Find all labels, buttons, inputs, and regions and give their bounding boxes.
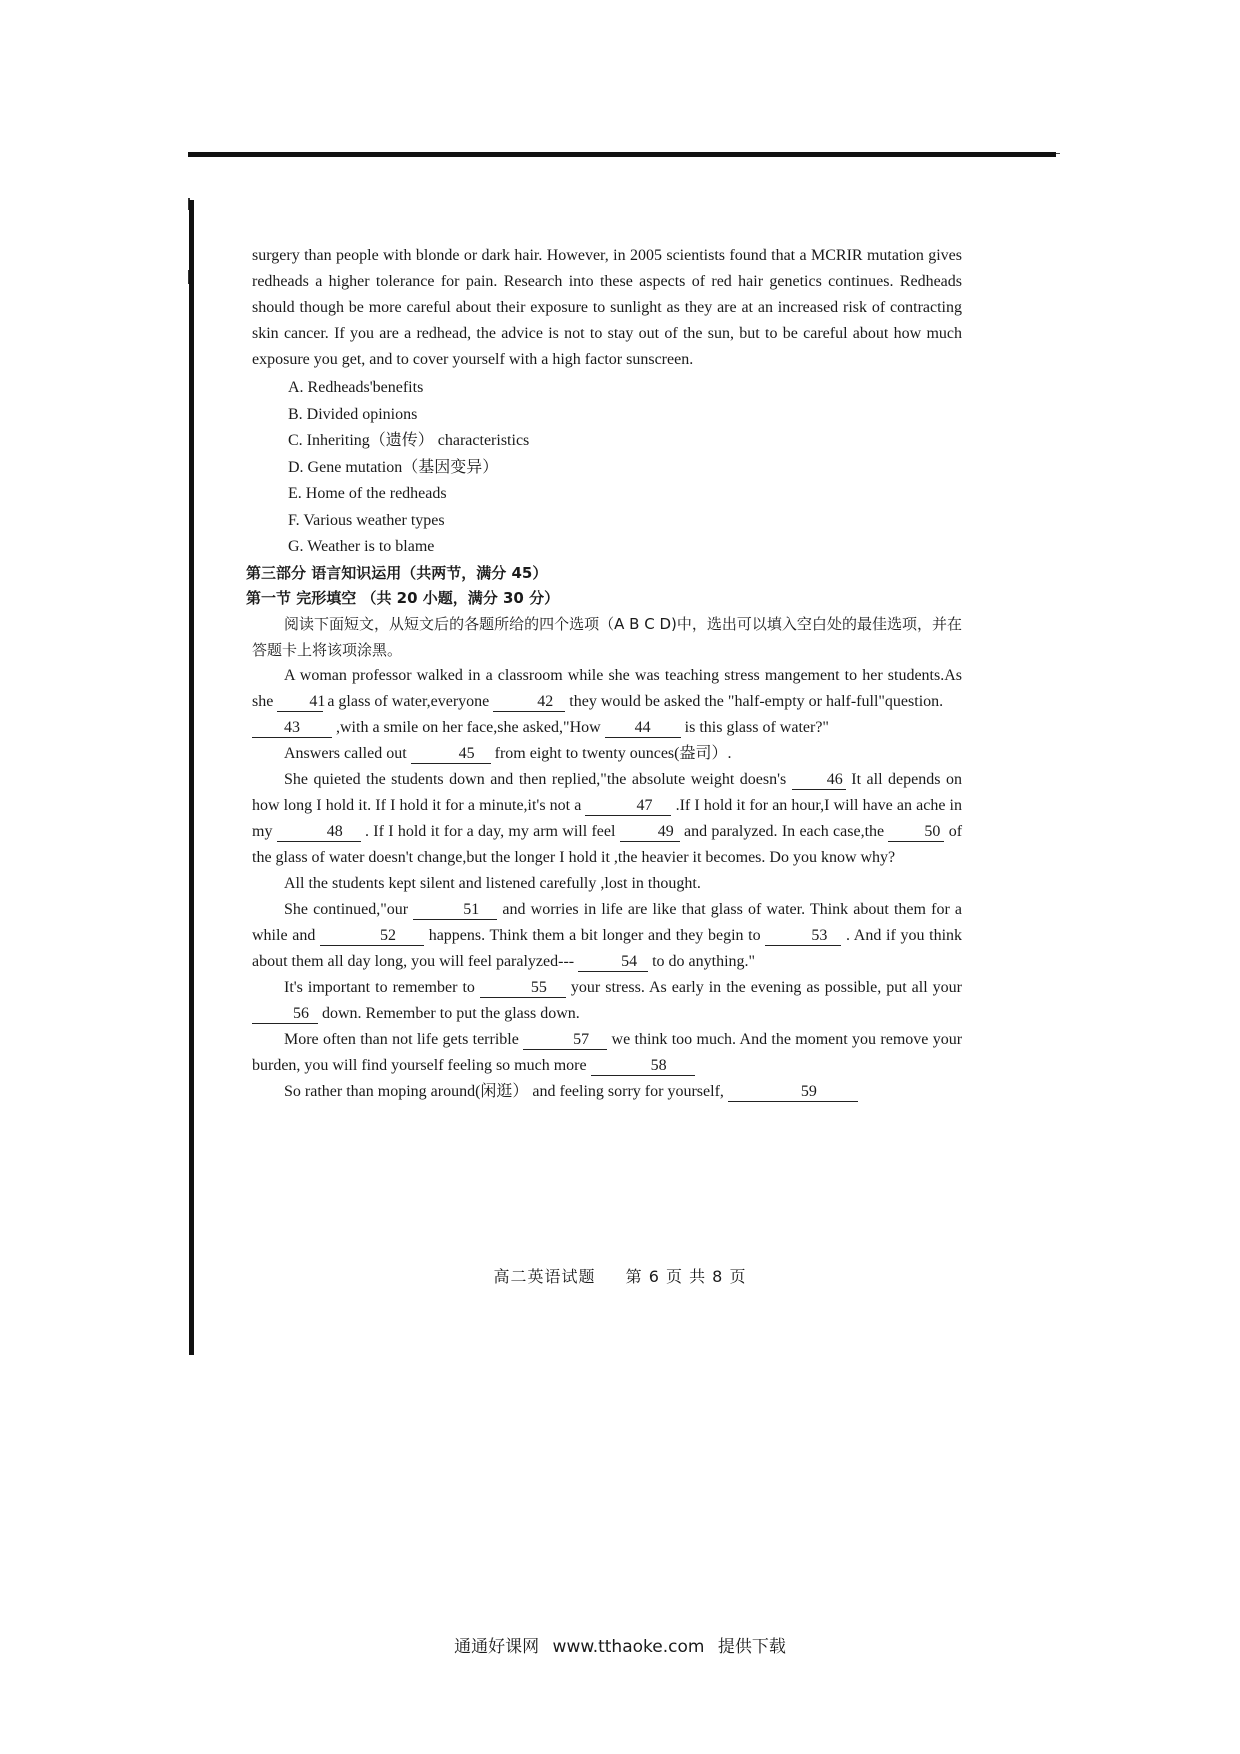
watermark: [0, 1632, 1240, 1657]
page-footer: [0, 1264, 1240, 1287]
cloze-paragraph: She quieted the students down and then replied,"the absolute weight doesn's 46 It all depends on how long I hold it. If I hold it for a minute,it's not a 47 .If I hold it for an hour,I will have an ache in my 48 . If I hold it for a day, my arm will feel 49 and paralyzed. In each case,the 50 of the glass of water doesn't change,but the longer I hold it ,the heavier it becomes. Do you know why?: [252, 770, 963, 866]
watermark-suffix: 提供下载: [717, 1637, 786, 1657]
cloze-paragraph: Answers called out 45 from eight to twenty ounces(盎司）.: [284, 744, 732, 762]
blank-54: 54: [578, 953, 648, 972]
footer-page-number: 第 6 页 共 8 页: [625, 1267, 747, 1286]
cloze-paragraph: She continued,"our 51 and worries in life are like that glass of water. Think about them for a while and 52 happens. Think them a bit longer and they begin to 53 . And if you think about them all day long, you will feel paralyzed--- 54 to do anything.": [252, 900, 963, 970]
section1-heading: 第一节 完形填空 （共 20 小题，满分 30 分）: [246, 588, 560, 607]
options-list: [288, 375, 962, 561]
option-item: B. Divided opinions: [288, 405, 418, 423]
blank-41: 41: [277, 693, 323, 712]
option-item: E. Home of the redheads: [288, 485, 447, 502]
cloze-paragraph: A woman professor walked in a classroom while she was teaching stress mangement to her students.As she 41 a glass of water,everyone 42 they would be asked the "half-empty or half-full"question.: [252, 666, 962, 710]
blank-47: 47: [585, 797, 671, 816]
cloze-paragraph: More often than not life gets terrible 57 we think too much. And the moment you remove your burden, you will find yourself feeling so much more 58: [252, 1030, 963, 1074]
footer-subject: 高二英语试题: [493, 1267, 596, 1286]
blank-45: 45: [411, 745, 491, 764]
blank-50: 50: [888, 823, 944, 842]
blank-42: 42: [493, 693, 565, 712]
option-item: C. Inheriting（遗传） characteristics: [288, 432, 530, 449]
blank-55: 55: [480, 979, 566, 998]
watermark-site-name: 通通好课网: [454, 1637, 540, 1657]
blank-46: 46: [792, 771, 846, 790]
cloze-paragraph: 43 ,with a smile on her face,she asked,"How 44 is this glass of water?": [252, 715, 962, 741]
blank-57: 57: [523, 1031, 607, 1050]
watermark-url: www.tthaoke.com: [552, 1637, 705, 1657]
blank-51: 51: [413, 901, 497, 920]
option-item: A. Redheads'benefits: [288, 379, 424, 396]
blank-53: 53: [765, 927, 841, 946]
option-item: F. Various weather types: [288, 511, 445, 529]
blank-56: 56: [252, 1005, 318, 1024]
option-item: G. Weather is to blame: [288, 538, 435, 555]
blank-58: 58: [591, 1057, 695, 1076]
blank-49: 49: [620, 823, 680, 842]
paragraph-end: surgery than people with blonde or dark hair. However, in 2005 scientists found that a MCRIR mutation gives redheads a higher tolerance for pain. Research into these aspects of red hair genetics continues. Redheads should though be more careful about their exposure to sunlight as they are at an increased risk of contracting skin cancer. If you are a redhead, the advice is not to stay out of the sun, but to be careful about how much exposure you get, and to cover yourself with a high factor sunscreen.: [252, 247, 962, 368]
top-rule: [188, 152, 1056, 157]
option-item: D. Gene mutation（基因变异）: [288, 458, 499, 476]
cloze-paragraph: It's important to remember to 55 your stress. As early in the evening as possible, put all your 56 down. Remember to put the glass down.: [252, 975, 962, 1027]
cloze-paragraph: So rather than moping around(闲逛） and feeling sorry for yourself, 59: [252, 1079, 962, 1105]
instructions: 阅读下面短文，从短文后的各题所给的四个选项（A B C D)中，选出可以填入空白处的最佳选项，并在答题卡上将该项涂黑。: [252, 614, 962, 659]
blank-43: 43: [252, 719, 332, 738]
cloze-paragraph: All the students kept silent and listened carefully ,lost in thought.: [284, 874, 701, 892]
blank-48: 48: [277, 823, 361, 842]
page-content: [246, 243, 963, 1105]
binding-line: [189, 200, 194, 1355]
top-rule-end: [1056, 153, 1060, 154]
blank-44: 44: [605, 719, 681, 738]
part3-heading: 第三部分 语言知识运用（共两节，满分 45）: [246, 563, 548, 582]
blank-52: 52: [320, 927, 424, 946]
blank-59: 59: [728, 1083, 858, 1102]
